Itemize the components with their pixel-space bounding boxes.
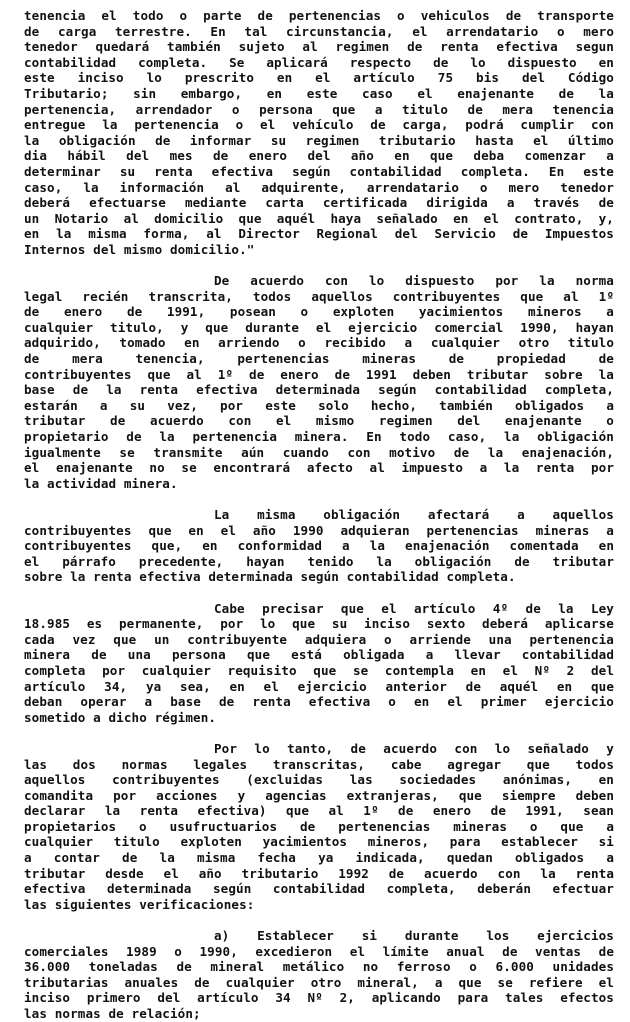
text-line: determinar su renta efectiva según contabilidad completa. En este <box>24 163 614 179</box>
text-line: De acuerdo con lo dispuesto por la norma <box>214 273 614 289</box>
text-line: completa por cualquier requisito que se contempla en el Nº 2 del <box>24 662 614 678</box>
text-line: a contar de la misma fecha ya indicada, quedan obligados a <box>24 850 614 866</box>
text-line: el párrafo precedente, hayan tenido la obligación de tributar <box>24 553 614 569</box>
text-line: tributar desde el año tributario 1992 de acuerdo con la renta <box>24 865 614 881</box>
text-line: tenedor quedará también sujeto al regimen de renta efectiva segun <box>24 39 614 55</box>
text-line: adquirido, tomado en arriendo o recibido a cualquier otro titulo <box>24 335 614 351</box>
text-line: sobre la renta efectiva determinada según contabilidad completa. <box>24 569 516 585</box>
text-line: base de la renta efectiva determinada según contabilidad completa, <box>24 382 614 398</box>
text-line: 36.000 toneladas de mineral metálico no ferroso o 6.000 unidades <box>24 959 614 975</box>
text-line: legal recién transcrita, todos aquellos contribuyentes que al 1º <box>24 288 614 304</box>
text-line: cada vez que un contribuyente adquiera o arriende una pertenencia <box>24 631 614 647</box>
text-line: tenencia el todo o parte de pertenencias o vehiculos de transporte <box>24 8 614 23</box>
text-line: contribuyentes que en el año 1990 adquieran pertenencias mineras a <box>24 522 614 538</box>
text-line: tributar de acuerdo con el mismo regimen del enajenante o <box>24 413 614 429</box>
text-line: declarar la renta efectiva) que al 1º de enero de 1991, sean <box>24 803 614 819</box>
text-line: inciso primero del artículo 34 Nº 2, aplicando para tales efectos <box>24 990 614 1006</box>
text-line: un Notario al domicilio que aquél haya señalado en el contrato, y, <box>24 210 614 226</box>
text-line: de mera tenencia, pertenencias mineras de propiedad de <box>24 351 614 367</box>
text-line: efectiva determinada según contabilidad completa, deberán efectuar <box>24 881 614 897</box>
paragraph-4 <box>24 601 614 726</box>
paragraph-3 <box>24 507 614 585</box>
text-line: dia hábil del mes de enero del año en que deba comenzar a <box>24 148 614 164</box>
text-line: en la misma forma, al Director Regional del Servicio de Impuestos <box>24 226 614 242</box>
text-line: las normas de relación; <box>24 1006 201 1021</box>
text-line: las siguientes verificaciones: <box>24 896 255 912</box>
text-line: comerciales 1989 o 1990, excedieron el límite anual de ventas de <box>24 943 614 959</box>
text-line: este inciso lo prescrito en el artículo 75 bis del Código <box>24 70 614 86</box>
text-line: deberá efectuarse mediante carta certificada dirigida a través de <box>24 195 614 211</box>
text-line: estarán a su vez, por este solo hecho, también obligados a <box>24 397 614 413</box>
text-line: aquellos contribuyentes (excluidas las sociedades anónimas, en <box>24 772 614 788</box>
text-line: Internos del mismo domicilio." <box>24 241 255 257</box>
text-line: La misma obligación afectará a aquellos <box>214 507 614 522</box>
text-line: cualquier titulo exploten yacimientos mineros, para establecer si <box>24 834 614 850</box>
text-line: 18.985 es permanente, por lo que su inciso sexto deberá aplicarse <box>24 616 614 632</box>
text-line: la obligación de informar su regimen tributario hasta el último <box>24 132 614 148</box>
text-line: sometido a dicho régimen. <box>24 709 217 725</box>
text-line: la actividad minera. <box>24 475 178 491</box>
text-line: a) Establecer si durante los ejercicios <box>214 928 614 944</box>
text-line: artículo 34, ya sea, en el ejercicio anterior de aquél en que <box>24 678 614 694</box>
text-line: las dos normas legales transcritas, cabe agregar que todos <box>24 756 614 772</box>
text-line: de carga terrestre. En tal circunstancia, el arrendatario o mero <box>24 23 614 39</box>
text-line: de enero de 1991, posean o exploten yacimientos mineros a <box>24 304 614 320</box>
text-line: contribuyentes que, en conformidad a la enajenación comentada en <box>24 538 614 554</box>
text-line: pertenencia, arrendador o persona que a titulo de mera tenencia <box>24 101 614 117</box>
text-line: contabilidad completa. Se aplicará respecto de lo dispuesto en <box>24 54 614 70</box>
text-line: Tributario; sin embargo, en este caso el enajenante de la <box>24 85 614 101</box>
paragraph-2 <box>24 273 614 491</box>
text-line: propietario de la pertenencia minera. En todo caso, la obligación <box>24 429 614 445</box>
paragraph-1 <box>24 8 614 258</box>
document-body <box>24 8 614 1022</box>
text-line: entregue la pertenencia o el vehículo de carga, podrá cumplir con <box>24 117 614 133</box>
text-line: igualmente se transmite aún cuando con motivo de la enajenación, <box>24 444 614 460</box>
text-line: cualquier titulo, y que durante el ejercicio comercial 1990, hayan <box>24 319 614 335</box>
text-line: deban operar a base de renta efectiva o en el primer ejercicio <box>24 694 614 710</box>
paragraph-6 <box>24 928 614 1022</box>
paragraph-5 <box>24 741 614 913</box>
text-line: Cabe precisar que el artículo 4º de la Ley <box>214 600 614 616</box>
text-line: comandita por acciones y agencias extranjeras, que siempre deben <box>24 787 614 803</box>
text-line: el enajenante no se encontrará afecto al impuesto a la renta por <box>24 460 614 476</box>
text-line: propietarios o usufructuarios de pertenencias mineras o que a <box>24 818 614 834</box>
text-line: tributarias anuales de cualquier otro mineral, a que se refiere el <box>24 974 614 990</box>
text-line: minera de una persona que está obligada a llevar contabilidad <box>24 647 614 663</box>
text-line: Por lo tanto, de acuerdo con lo señalado y <box>214 740 614 756</box>
text-line: caso, la información al adquirente, arrendatario o mero tenedor <box>24 179 614 195</box>
text-line: contribuyentes que al 1º de enero de 1991 deben tributar sobre la <box>24 366 614 382</box>
